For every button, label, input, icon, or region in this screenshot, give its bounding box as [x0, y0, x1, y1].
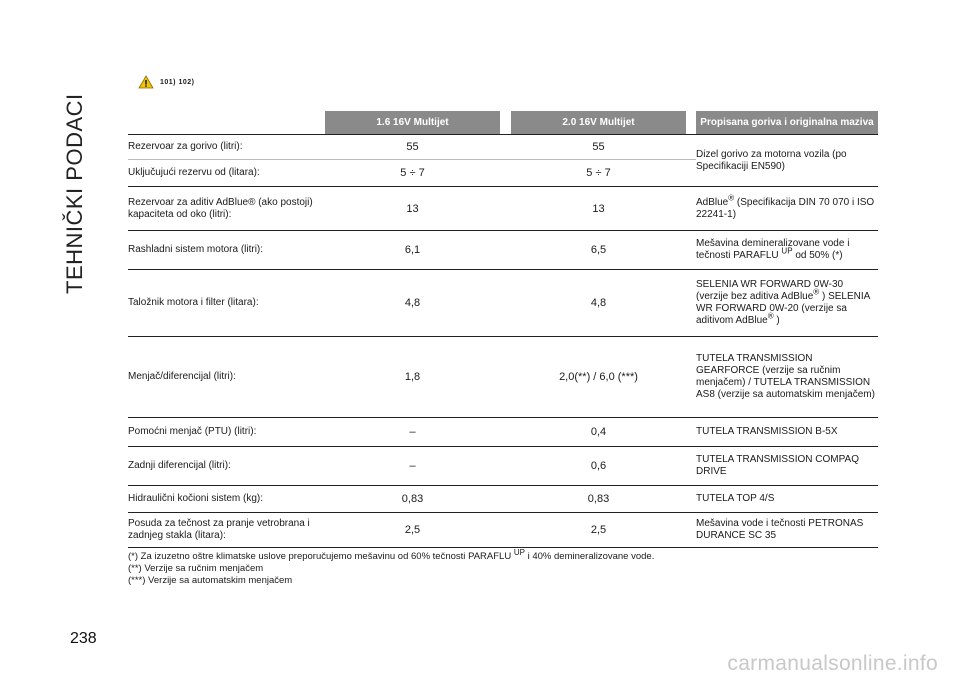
row-label: Zadnji diferencijal (litri): [128, 460, 231, 471]
value-1-6: 55 [406, 141, 419, 153]
value-2-0: 6,5 [590, 244, 607, 256]
value-2-0: 2,5 [590, 524, 607, 536]
value-1-6: 2,5 [404, 524, 421, 536]
row-label: Uključujući rezervu od (litara): [128, 167, 260, 178]
row-label: Taložnik motora i filter (litara): [128, 297, 259, 308]
table-row [128, 513, 878, 548]
table-row [128, 270, 878, 337]
value-2-0: 0,6 [590, 460, 607, 472]
table-row [128, 447, 878, 486]
value-2-0: 55 [592, 141, 605, 153]
header-fluids-spec: Propisana goriva i originalna maziva [696, 111, 878, 134]
page-number: 238 [70, 630, 97, 647]
row-label: Hidraulični kočioni sistem (kg): [128, 493, 264, 504]
spec-cell [696, 337, 878, 417]
header-engine-1-6: 1.6 16V Multijet [325, 111, 500, 134]
spec-text: Mešavina vode i tečnosti PETRONAS DURANCE SC 35 [696, 518, 864, 541]
spec-cell [696, 447, 878, 485]
value-2-0: 13 [592, 202, 605, 215]
row-label: Rezervoar za gorivo (litri): [128, 141, 243, 152]
table-body [128, 134, 878, 548]
spec-text: TUTELA TOP 4/S [696, 493, 775, 504]
row-label: Menjač/diferencijal (litri): [128, 371, 236, 382]
spec-text: Mešavina demineralizovane vode i tečnosti PARAFLU $^{UP}$ od 50% (*) [696, 238, 850, 261]
spec-cell [696, 270, 878, 336]
value-1-6: 0,83 [401, 493, 424, 505]
table-row [128, 337, 878, 418]
spec-cell [696, 187, 878, 230]
fuel-spec-text: Dizel gorivo za motorna vozila (po Specifikaciji EN590) [696, 148, 847, 172]
value-1-6: 13 [406, 202, 419, 215]
spec-cell [696, 486, 878, 512]
section-title-text: TEHNIČKI PODACI [62, 93, 87, 294]
spec-text: AdBlue® (Specifikacija DIN 70 070 i ISO 22241-1) [696, 193, 875, 220]
table-row [128, 187, 878, 231]
warning-references [138, 75, 194, 89]
spec-text: TUTELA TRANSMISSION B-5X [696, 426, 838, 437]
value-1-6: 6,1 [404, 244, 421, 256]
value-1-6: 4,8 [404, 297, 421, 309]
warning-triangle-icon [138, 75, 154, 89]
spec-text: TUTELA TRANSMISSION GEARFORCE (verzije sa ručnim menjačem) / TUTELA TRANSMISSION AS8 (verzije sa automatskim menjačem) [696, 353, 875, 400]
row-label: Rezervoar za aditiv AdBlue® (ako postoji) kapaciteta od oko (litri): [128, 196, 313, 220]
value-2-0: 4,8 [590, 297, 607, 309]
watermark: carmanualsonline.info [727, 652, 938, 675]
table-row [128, 486, 878, 513]
value-2-0: 2,0(**) / 6,0 (***) [559, 371, 638, 383]
row-label: Posuda za tečnost za pranje vetrobrana i zadnjeg stakla (litara): [128, 518, 310, 541]
warning-refs-text: 101) 102) [160, 78, 195, 86]
row-label: Rashladni sistem motora (litri): [128, 244, 264, 255]
value-1-6: 1,8 [404, 371, 421, 383]
spec-cell [696, 513, 878, 547]
value-2-0: 5 ÷ 7 [586, 167, 611, 179]
value-1-6: – [409, 460, 416, 472]
row-label: Pomoćni menjač (PTU) (litri): [128, 426, 257, 437]
table-row [128, 231, 878, 270]
table-row [128, 418, 878, 447]
value-2-0: 0,83 [587, 493, 610, 505]
footnote-3: (***) Verzije sa automatskim menjačem [128, 575, 293, 586]
header-engine-2-0: 2.0 16V Multijet [511, 111, 686, 134]
spec-text: SELENIA WR FORWARD 0W-30 (verzije bez aditiva AdBlue® ) SELENIA WR FORWARD 0W-20 (verzije sa aditivom AdBlue® ) [696, 279, 870, 326]
footnote-1: (*) Za izuzetno oštre klimatske uslove preporučujemo mešavinu od 60% tečnosti PARAFLU $^{UP}$ i 40% demineralizovane vode. [128, 547, 655, 562]
value-1-6: – [409, 426, 416, 438]
spec-text: TUTELA TRANSMISSION COMPAQ DRIVE [696, 454, 859, 477]
spec-cell [696, 231, 878, 269]
value-1-6: 5 ÷ 7 [400, 167, 425, 179]
footnote-2: (**) Verzije sa ručnim menjačem [128, 563, 264, 574]
fuel-spec-cell [696, 135, 878, 186]
footnotes [128, 547, 655, 587]
fluid-capacities-table [128, 111, 878, 548]
table-header [128, 111, 878, 134]
spec-cell [696, 418, 878, 446]
value-2-0: 0,4 [590, 426, 607, 438]
